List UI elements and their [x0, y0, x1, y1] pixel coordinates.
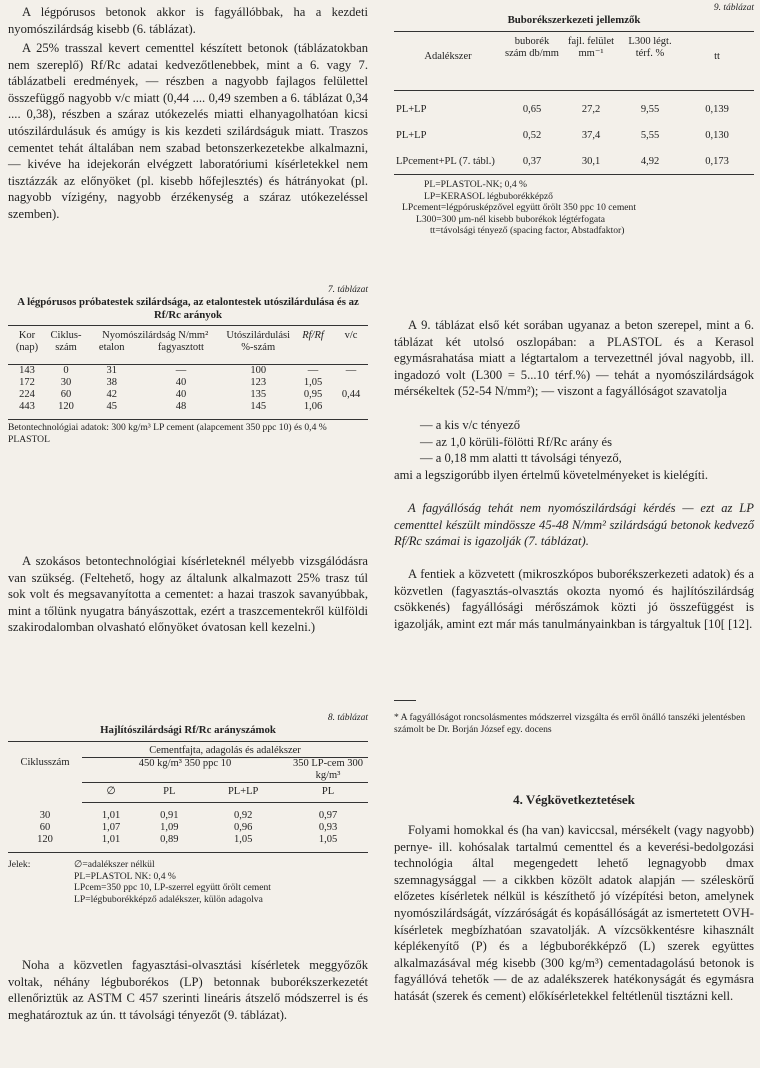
table-9-grid — [394, 36, 754, 169]
table-8 — [8, 712, 368, 909]
table-title: Buborékszerkezeti jellemzők — [507, 14, 641, 26]
cell: — — [307, 365, 319, 376]
header-etalon: etalon — [98, 342, 125, 353]
cell: 1,05 — [303, 377, 323, 388]
cell: LPcement+PL (7. tábl.) — [396, 156, 495, 167]
cell: 0,44 — [341, 389, 361, 400]
header-tt: tt — [714, 50, 720, 62]
conclusion-paragraph: Folyami homokkal és (ha van) kaviccsal, mérsékelt (vagy nagyobb) pernye- ill. kohósalak tartalmú cementtel és a keverési-bedolgozási technológia által megengedett lehető legnagyobb dmax szemnagysággal — a cikkben közölt adatok alapján — széleskörű előzetes kísérletek nélkül is készíthető jó vízépítési beton, amelynek nyomószilárdságát, vízzáróságát és kopásállóságát az ismertetett OVH-kísérletek megbízhatóan szavatolják. A vízcsökkentésre kihasznált képlékenyítő (P) és a légbuborékképző (L) szerek együttes alkalmazásával még kisebb (300 kg/m³) cementadagolású betonok is fagyállóvá tehetők — de az adalékszerek hatékonyságát és egymásra hatását (szerek és cement) előkísérletekkel feltétlenül tisztázni kell. — [394, 823, 754, 1003]
cell: 0 — [63, 365, 69, 376]
cell: 135 — [250, 389, 267, 400]
footnote: * A fagyállóságot roncsolásmentes módszerrel vizsgálta és erről önálló tanszéki jelentésben számolt be Dr. Borján József egy. docens — [394, 712, 746, 735]
header-l300: L300 légt. térf. % — [628, 35, 672, 59]
paragraph-correlation: A fentiek a közvetett (mikroszkópos buborékszerkezeti adatok) és a közvetlen (fagyasztás-olvasztás okozta nyomó és hajlítószilárdság csökkenés) fagyállósági mérőszámok közti jó összefüggést is igazolják, amint ezt már más tanulmányainkban is tárgyaltuk [10[ [12]. — [394, 567, 754, 631]
cell: 5,55 — [640, 130, 660, 141]
subheader-plain: ∅ — [82, 782, 140, 802]
cell: 1,06 — [303, 401, 323, 412]
spacer — [394, 116, 754, 130]
cell: PL+LP — [396, 130, 427, 141]
subheader-pl-lp: PL+LP — [198, 782, 288, 802]
table-top-rule — [8, 325, 368, 326]
legend-line: L300=300 μm-nél kisebb buborékok légtérfogata — [416, 213, 606, 225]
cell: 120 — [37, 834, 53, 845]
cell: 0,95 — [303, 389, 323, 400]
table-title: Hajlítószilárdsági Rf/Rc arányszámok — [100, 724, 276, 736]
cell: 0,89 — [160, 834, 179, 845]
table-number: 7. táblázat — [327, 285, 368, 295]
cell: 1,01 — [101, 834, 121, 845]
legend-label: Jelek: — [8, 859, 31, 870]
table-8-grid — [8, 745, 368, 847]
table-legend — [8, 859, 368, 909]
cell: 143 — [19, 365, 35, 376]
header-vc: v/c — [344, 330, 358, 341]
table-top-rule — [394, 31, 754, 32]
header-rule — [394, 78, 754, 91]
table-number: 9. táblázat — [713, 3, 754, 13]
cell: PL+LP — [396, 104, 427, 115]
spacer — [8, 802, 368, 810]
header-nyomo: Nyomószilárdság N/mm² — [102, 330, 209, 341]
cell: 0,93 — [318, 822, 338, 833]
cell — [334, 401, 368, 413]
section-title: 4. Végkövetkeztetések — [513, 792, 635, 807]
cell: 0,37 — [522, 156, 542, 167]
header-rule — [8, 354, 368, 365]
header-fagyasztott: fagyasztott — [157, 342, 204, 353]
header-ciklus: Ciklus-szám — [50, 330, 82, 353]
legend-line: PL=PLASTOL-NK; 0,4 % — [424, 179, 528, 190]
header-buborek: buborék szám db/mm — [505, 35, 559, 59]
list-item: — a kis v/c tényező — [420, 418, 521, 432]
cell: 120 — [58, 401, 74, 412]
cell: 60 — [60, 389, 72, 400]
cell: 100 — [250, 365, 267, 376]
cell: 1,05 — [234, 834, 253, 845]
final-paragraph: Noha a közvetlen fagyasztási-olvasztási kísérletek meggyőzők voltak, néhány légbuborékos (LP) betonnak buborékszerkezetét ellenőriztük az ASTM C 457 szerinti lineáris átszelő módszerrel is és meghatároztuk az ún. tt távolsági tényezőt (9. táblázat). — [8, 958, 368, 1022]
table-bottom-rule — [8, 852, 368, 853]
header-feluleti: fajl. felület mm⁻¹ — [567, 35, 615, 59]
cell: 1,05 — [318, 834, 338, 845]
cell: 0,52 — [522, 130, 542, 141]
table-bottom-rule — [394, 174, 754, 175]
cell: 0,65 — [522, 104, 542, 115]
header-ciklus: Ciklusszám — [20, 757, 70, 769]
header-ratio: Rf/Rf — [302, 330, 324, 341]
header-cem1: 450 kg/m³ 350 ppc 10 — [82, 757, 288, 782]
table-row — [394, 156, 754, 168]
legend-line: LPcem=350 ppc 10, LP-szerrel együtt őrölt cement — [74, 882, 271, 894]
cell: 40 — [175, 377, 187, 388]
header-utoszil: Utószilárdulási %-szám — [226, 330, 290, 353]
cell: 0,92 — [234, 810, 253, 821]
table-row — [8, 377, 368, 389]
table-number: 8. táblázat — [327, 713, 368, 723]
table-row — [8, 822, 368, 834]
legend-line: LP=légbuborékképző adalékszer, külön adagolva — [74, 893, 263, 905]
table-row — [394, 130, 754, 142]
cell: 30 — [39, 810, 51, 821]
cell: 4,92 — [640, 156, 660, 167]
spacer — [394, 142, 754, 156]
cell: 0,130 — [705, 130, 729, 141]
cell: 45 — [106, 401, 117, 412]
legend-line: ∅=adalékszer nélkül — [74, 859, 155, 870]
cell: 9,55 — [640, 104, 660, 115]
table-row — [8, 834, 368, 846]
list-item: — a 0,18 mm alatti tt távolsági tényező, — [420, 451, 622, 466]
table-row — [8, 401, 368, 413]
cell: 0,173 — [705, 156, 729, 167]
cell: 224 — [19, 389, 35, 400]
cell — [334, 377, 368, 389]
cell: — — [345, 365, 357, 376]
table-9 — [394, 2, 754, 237]
cell: 0,96 — [234, 822, 253, 833]
table-bottom-rule — [8, 419, 368, 420]
table-row — [394, 104, 754, 116]
cell: 1,09 — [160, 822, 179, 833]
cell: 48 — [175, 401, 187, 412]
cell: 30,1 — [581, 156, 601, 167]
table-row — [8, 389, 368, 401]
cell: 123 — [250, 377, 267, 388]
table-row — [8, 810, 368, 822]
paragraph-requirements: ami a legszigorúbb ilyen értelmű követelményeket is kielégíti. — [394, 468, 709, 482]
cell: 0,91 — [160, 810, 179, 821]
cell: 27,2 — [581, 104, 601, 115]
paragraph-table9-discussion: A 9. táblázat első két sorában ugyanaz a beton szerepel, mint a 6. táblázat két utolsó oszlopában: a PLASTOL és a Kerasol egymásrahatása miatt a légtartalom a tervezettnél jóval nagyobb, ill. ingadozó volt (L300 = 5...10 térf.%) — tehát a nyomószilárdságok mérsékeltek (52-54 N/mm²); — viszont a fagyállóságot szavatolja — [394, 318, 754, 399]
subheader-pl-2: PL — [288, 782, 368, 802]
cell: 443 — [19, 401, 35, 412]
cell: 42 — [106, 389, 117, 400]
table-title: A légpórusos próbatestek szilárdsága, az etalontestek utószilárdulása és az Rf/Rc arányok — [17, 296, 359, 321]
cell: 1,07 — [101, 822, 121, 833]
table-7 — [8, 284, 368, 445]
cell: 1,01 — [101, 810, 121, 821]
table-row — [8, 365, 368, 378]
legend-line: tt=távolsági tényező (spacing factor, Abstadfaktor) — [430, 225, 625, 237]
table-note: Betontechnológiai adatok: 300 kg/m³ LP cement (alapcement 350 ppc 10) és 0,4 % PLASTOL — [8, 422, 327, 445]
cell: 0,139 — [705, 104, 729, 115]
cell: 0,97 — [318, 810, 338, 821]
table-top-rule — [8, 741, 368, 742]
paragraph-frost-resistance: A fagyállóság tehát nem nyomószilárdsági kérdés — ezt az LP cementtel készült mindössze 45-48 N/mm² szilárdságú betonok kedvező Rf/Rc számai is igazolják (7. táblázat). — [394, 501, 754, 549]
table-7-grid — [8, 330, 368, 413]
spacer — [394, 90, 754, 104]
legend-line: LP=KERASOL légbuborékképző — [424, 190, 553, 202]
cell: 145 — [250, 401, 267, 412]
cell: 38 — [106, 377, 117, 388]
cell: 31 — [106, 365, 117, 376]
header-kor: Kor (nap) — [15, 330, 39, 353]
cell: 60 — [39, 822, 51, 833]
table-legend — [394, 179, 754, 237]
legend-line: PL=PLASTOL NK: 0,4 % — [74, 870, 176, 882]
cell: — — [175, 365, 187, 376]
footnote-rule — [394, 700, 416, 701]
legend-line: LPcement=légpórusképzővel együtt őrölt 350 ppc 10 cement — [402, 202, 636, 214]
subheader-pl: PL — [140, 782, 198, 802]
cell: 40 — [175, 389, 187, 400]
cell: 172 — [19, 377, 35, 388]
intro-paragraph-1: A légpórusos betonok akkor is fagyállóbbak, ha a kezdeti nyomószilárdság kisebb (6. táblázat). — [8, 5, 368, 36]
condition-list — [420, 417, 622, 467]
cell — [8, 782, 82, 802]
header-adalekszer: Adalékszer — [424, 50, 472, 62]
header-cem2: 350 LP-cem 300 kg/m³ — [288, 757, 368, 782]
cell: 30 — [60, 377, 72, 388]
intro-paragraph-2: A 25% trasszal kevert cementtel készített betonok (táblázatokban nem szereplő) Rf/Rc adatai kedvezőtlenebbek, mint a 6. vagy 7. táblázatbeli eredmények, — részben a nagyobb fajlagos felülettel összefüggő nagyobb v/c miatt (0,44 .... 0,49 szemben a 6. táblázat 0,34 .... 0,38), részben a száraz utókezelés miatti elhanyagolhatóan kicsi utószilárdulásuk és amúgy is kis kezdeti szilárdságuk miatt. Traszos cementet tehát általában nem szabad betonszerkezetekbe alkalmazni, — kivéve ha idejekorán elvégzett laboratóriumi kísérletekkel nem tisztázzák az előnyöket (pl. kisebb hőfejlesztés) és hátrányokat (pl. nagyobb vízigény, nagyobb érzékenység a száraz utókezeléssel szemben). — [8, 41, 368, 221]
list-item: — az 1,0 körüli-fölötti Rf/Rc arány és — [420, 434, 613, 449]
header-group: Cementfajta, adagolás és adalékszer — [82, 745, 368, 758]
cell: 37,4 — [581, 130, 601, 141]
middle-paragraph: A szokásos betontechnológiai kísérleteknél mélyebb vizsgálódásra van szükség. (Feltehető, hogy az általunk alkalmazott 25% trasz túl sok volt és megsavanyította a cementet: a hazai traszok savanyúbbak, mint a tőlünk nyugatra bányászottak, ezért a traszcementekről külföldi szakirodalomban olvasható előnyöket óvatosan kell kezelni.) — [8, 554, 368, 635]
